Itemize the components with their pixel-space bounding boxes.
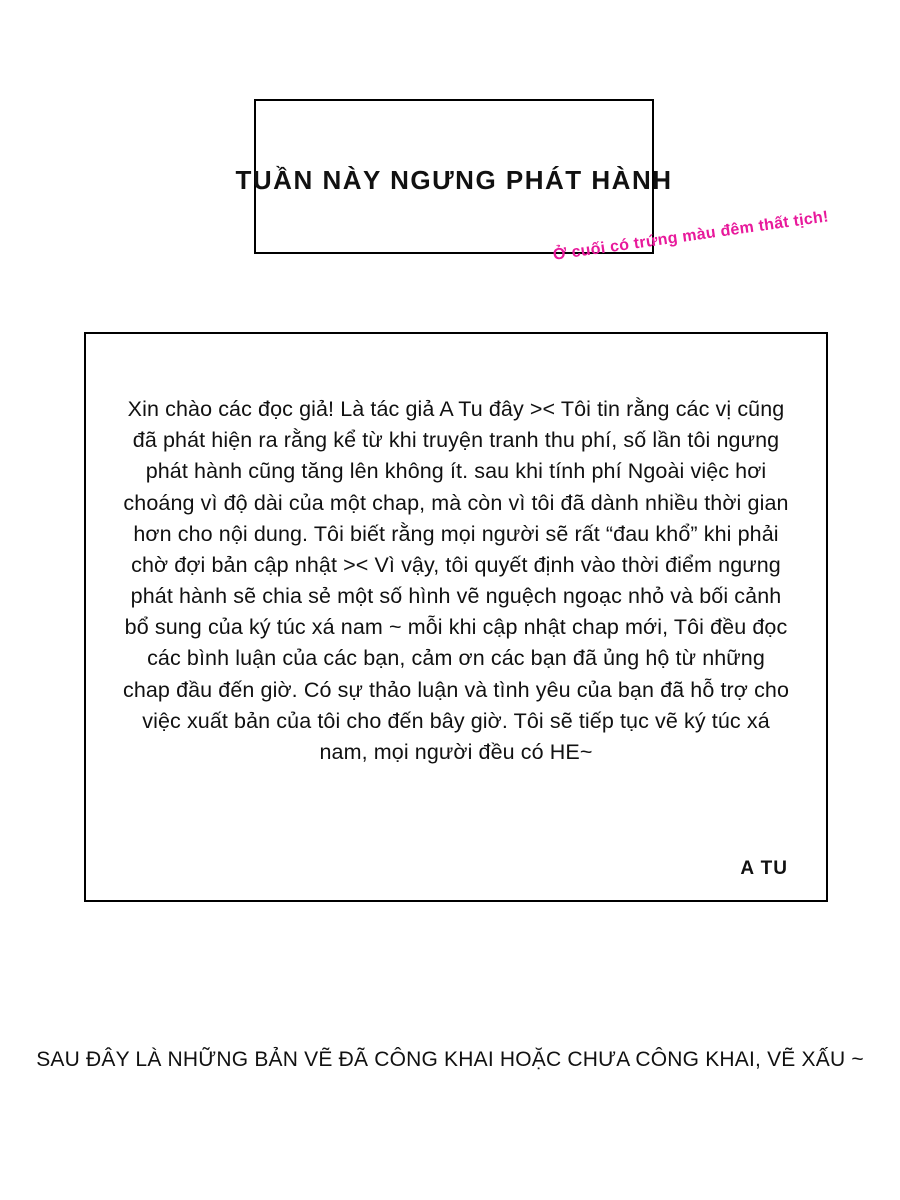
bottom-caption: SAU ĐÂY LÀ NHỮNG BẢN VẼ ĐÃ CÔNG KHAI HOẶC CHƯA CÔNG KHAI, VẼ XẤU ~ bbox=[36, 1048, 864, 1071]
message-box bbox=[84, 332, 828, 902]
page-title: TUẦN NÀY NGƯNG PHÁT HÀNH bbox=[235, 165, 673, 195]
author-signature: A TU bbox=[740, 858, 788, 879]
message-paragraph: Xin chào các đọc giả! Là tác giả A Tu đây >< Tôi tin rằng các vị cũng đã phát hiện ra rằng kể từ khi truyện tranh thu phí, số lần tôi ngưng phát hành cũng tăng lên không ít. sau khi tính phí Ngoài việc hơi choáng vì độ dài của một chap, mà còn vì tôi đã dành nhiều thời gian hơn cho nội dung. Tôi biết rằng mọi người sẽ rất “đau khổ” khi phải chờ đợi bản cập nhật >< Vì vậy, tôi quyết định vào thời điểm ngưng phát hành sẽ chia sẻ một số hình vẽ nguệch ngoạc nhỏ và bối cảnh bổ sung của ký túc xá nam ~ mỗi khi cập nhật chap mới, Tôi đều đọc các bình luận của các bạn, cảm ơn các bạn đã ủng hộ từ những chap đầu đến giờ. Có sự thảo luận và tình yêu của bạn đã hỗ trợ cho việc xuất bản của tôi cho đến bây giờ. Tôi sẽ tiếp tục vẽ ký túc xá nam, mọi người đều có HE~ bbox=[122, 397, 790, 764]
message-body-text bbox=[122, 394, 790, 768]
title-box bbox=[235, 99, 673, 254]
pink-handwritten-note: Ở cuối có trứng màu đêm thất tịch! bbox=[552, 208, 830, 264]
